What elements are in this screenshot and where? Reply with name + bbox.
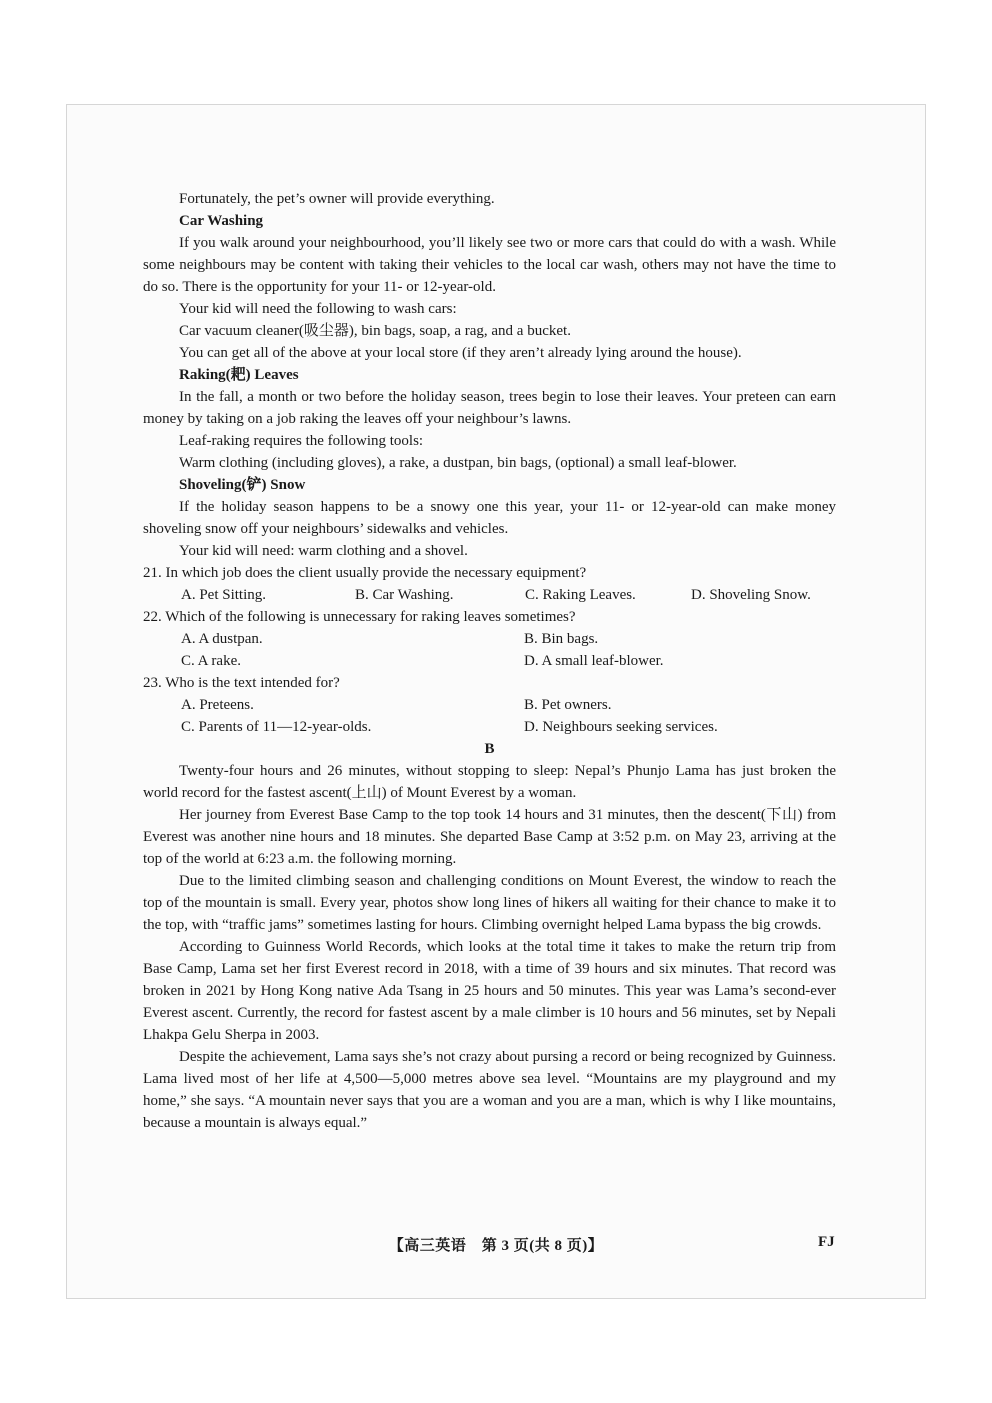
paragraph: If you walk around your neighbourhood, you’ll likely see two or more cars that could do with a wash. While some neighbours may be content with taking their vehicles to the local car wash, others may not have the time to do so. There is the opportunity for your 11- or 12-year-old. — [143, 235, 836, 295]
paragraph: According to Guinness World Records, which looks at the total time it takes to make the return trip from Base Camp, Lama set her first Everest record in 2018, with a time of 39 hours and six minutes. That record was broken in 2021 by Hong Kong native Ada Tsang in 25 hours and 50 minutes. This year was Lama’s second-ever Everest ascent. Currently, the record for fastest ascent by a male climber is 10 hours and 56 minutes, set by Nepali Lhakpa Gelu Sherpa in 2003. — [143, 939, 836, 1043]
paragraph: Warm clothing (including gloves), a rake, a dustpan, bin bags, (optional) a small leaf-blower. — [179, 455, 737, 471]
option-b: B. Bin bags. — [524, 631, 599, 647]
paragraph: Her journey from Everest Base Camp to the top took 14 hours and 31 minutes, then the descent(下山) from Everest was another nine hours and 18 minutes. She departed Base Camp at 3:52 p.m. on May 23, arriving at the top of the world at 6:23 a.m. the following morning. — [143, 807, 836, 867]
option-c: C. A rake. — [181, 653, 241, 669]
paragraph: Car vacuum cleaner(吸尘器), bin bags, soap, a rag, and a bucket. — [179, 323, 571, 339]
section-label-b: B — [484, 741, 495, 757]
paragraph: You can get all of the above at your local store (if they aren’t already lying around the house). — [179, 345, 742, 361]
question-22-options-row2 — [181, 650, 836, 672]
section-heading-raking-leaves: Raking(耙) Leaves — [179, 367, 299, 383]
option-a: A. A dustpan. — [181, 631, 263, 647]
section-heading-car-washing: Car Washing — [179, 213, 264, 229]
question-23-options-row2 — [181, 716, 836, 738]
option-d: D. A small leaf-blower. — [524, 653, 664, 669]
question-22-stem: 22. Which of the following is unnecessary for raking leaves sometimes? — [143, 609, 576, 625]
paragraph: In the fall, a month or two before the holiday season, trees begin to lose their leaves. Your preteen can earn money by taking on a job raking the leaves off your neighbour’s lawns. — [143, 389, 836, 427]
option-b: B. Car Washing. — [355, 587, 454, 603]
question-23-options-row1 — [181, 694, 836, 716]
question-21-options — [181, 584, 836, 606]
option-c: C. Parents of 11—12-year-olds. — [181, 719, 372, 735]
paragraph: Leaf-raking requires the following tools: — [179, 433, 424, 449]
option-b: B. Pet owners. — [524, 697, 612, 713]
paragraph: Due to the limited climbing season and challenging conditions on Mount Everest, the window to reach the top of the mountain is small. Every year, photos show long lines of hikers all waiting for their chance to make it to the top, with “traffic jams” sometimes lasting for hours. Climbing overnight helped Lama bypass the big crowds. — [143, 873, 836, 933]
question-22-options-row1 — [181, 628, 836, 650]
paragraph: Despite the achievement, Lama says she’s not crazy about pursing a record or being recognized by Guinness. Lama lived most of her life at 4,500—5,000 metres above sea level. “Mountains are my playground and my home,” she says. “A mountain never says that you are a woman and you are a man, which is why I like mountains, because a mountain is always equal.” — [143, 1049, 836, 1131]
option-d: D. Shoveling Snow. — [691, 587, 811, 603]
option-d: D. Neighbours seeking services. — [524, 719, 718, 735]
section-heading-shoveling-snow: Shoveling(铲) Snow — [179, 477, 306, 493]
option-a: A. Pet Sitting. — [181, 587, 267, 603]
question-23-stem: 23. Who is the text intended for? — [143, 675, 340, 691]
page-footer-title: 【高三英语 第 3 页(共 8 页)】 — [388, 1238, 604, 1254]
paragraph: Fortunately, the pet’s owner will provide everything. — [179, 191, 495, 207]
paragraph: Twenty-four hours and 26 minutes, without stopping to sleep: Nepal’s Phunjo Lama has just broken the world record for the fastest ascent(上山) of Mount Everest by a woman. — [143, 763, 836, 801]
paragraph: If the holiday season happens to be a snowy one this year, your 11- or 12-year-old can make money shoveling snow off your neighbours’ sidewalks and vehicles. — [143, 499, 836, 537]
question-21-stem: 21. In which job does the client usually provide the necessary equipment? — [143, 565, 587, 581]
paragraph: Your kid will need the following to wash cars: — [179, 301, 457, 317]
option-a: A. Preteens. — [181, 697, 254, 713]
page-footer-code: FJ — [818, 1234, 835, 1250]
page-content — [143, 188, 836, 1134]
option-c: C. Raking Leaves. — [525, 587, 636, 603]
paragraph: Your kid will need: warm clothing and a shovel. — [179, 543, 468, 559]
